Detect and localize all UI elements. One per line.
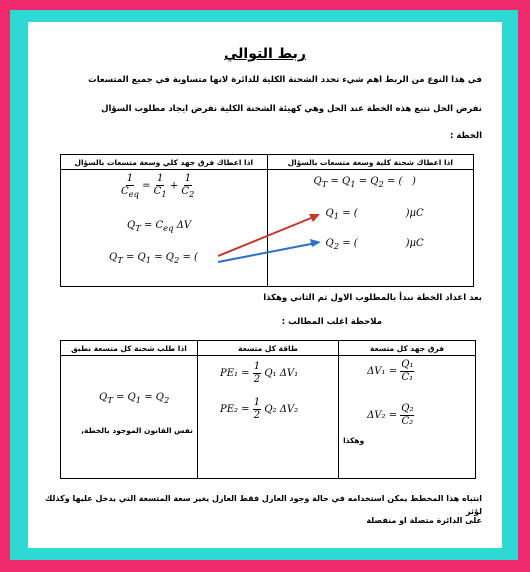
plan-header-charge: اذا اعطاك شحنة كلية وسعة متسعات بالسؤال	[267, 155, 474, 170]
plan-header-voltage: اذا اعطاك فرق جهد كلي وسعة متسعات بالسؤال	[61, 155, 268, 170]
voltage-cell	[339, 356, 476, 479]
q1-equation: $Q_1$ = ( )μC	[325, 208, 424, 221]
q2-equation: $Q_2$ = ( )μC	[325, 238, 424, 251]
pe1-formula: PE₁ = $\frac{1}{2}$ Q₁ ΔV₁	[219, 361, 299, 385]
mid-line-1: بعد اعداد الخطة نبدأ بالمطلوب الاول ثم الثاني وهكذا	[263, 293, 482, 303]
dv2-formula: ΔV₂ = $\frac{\text{Q₂}}{\text{C₂}}$	[367, 403, 414, 427]
notes-table	[60, 340, 476, 479]
document-page	[28, 22, 502, 548]
pe2-formula: PE₂ = $\frac{1}{2}$ Q₂ ΔV₂	[219, 397, 299, 421]
outro-line-1: انتباه هذا المخطط يمكن استخدامه في حالة وجود العازل فقط العازل يغير سعة المتسعة التي يدخل عليها وكذلك لؤثر	[44, 494, 482, 516]
notes-header-charge: اذا طلب شحنة كل متسعة نطبق	[61, 341, 198, 356]
ceq-formula: $\frac{1}{C_{eq}}$ = $\frac{1}{C_1}$ + $\frac{1}{C_2}$	[121, 173, 195, 199]
blue-arrowhead	[310, 239, 321, 247]
charge-cell	[61, 356, 198, 479]
page-title: ربط التوالي	[224, 46, 306, 62]
intro-line-2: نفرض الحل نتبع هذه الخطة عند الحل وهي كهيئة الشحنة الكلية نفرض ايجاد مطلوب السؤال	[101, 104, 482, 114]
red-arrow	[218, 216, 316, 256]
intro-line-3: الخطة :	[449, 131, 482, 141]
dv1-formula: ΔV₁ = $\frac{\text{Q₁}}{\text{C₁}}$	[367, 359, 414, 383]
qt-equals-chain: $Q_T = Q_1 = Q_2$ = ( )	[313, 176, 416, 189]
qt-chain-left: $Q_T = Q_1 = Q_2$ = (	[109, 252, 198, 265]
notes-header-energy: طاقة كل متسعة	[197, 341, 338, 356]
charge-equality: $Q_T = Q_1 = Q_2$	[99, 392, 170, 405]
etc-label: وهكذا	[343, 436, 365, 445]
blue-arrow	[218, 243, 316, 262]
energy-cell	[197, 356, 338, 479]
charge-note: نفس القانون الموجود بالخطة,	[81, 426, 193, 435]
intro-line-1: في هذا النوع من الربط اهم شيء تحدد الشحنة الكلية للدائرة لانها متساوية في جميع المتسعات	[88, 75, 482, 85]
notes-header-voltage: فرق جهد كل متسعة	[339, 341, 476, 356]
outro-line-2: على الدائرة متصلة او منفصلة	[366, 516, 482, 525]
mid-line-2: ملاحظة اغلب المطالب :	[281, 317, 382, 327]
qt-ceq-formula: $Q_T = C_{eq}$ ΔV	[127, 220, 192, 233]
